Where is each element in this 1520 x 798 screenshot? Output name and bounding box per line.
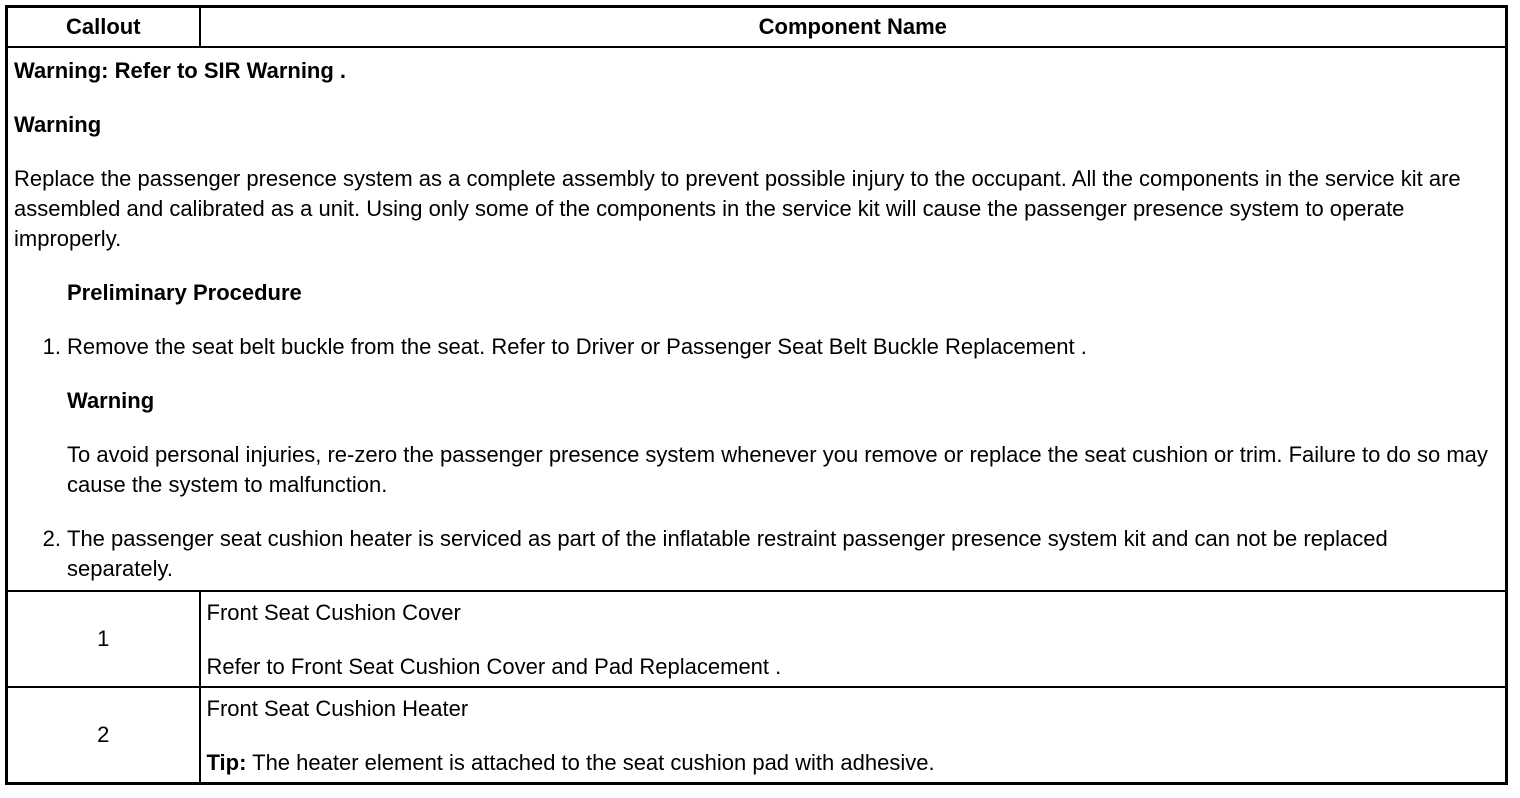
component-table — [5, 5, 1508, 785]
callout-header: Callout — [7, 7, 200, 48]
callout-value: 2 — [7, 687, 200, 784]
component-name-header: Component Name — [200, 7, 1507, 48]
component-name: Front Seat Cushion Heater — [206, 696, 469, 721]
step-warning-title: Warning — [67, 388, 155, 413]
step-number: 2. — [42, 526, 61, 551]
warning-title: Warning — [14, 112, 102, 137]
procedure-step-1 — [14, 332, 1499, 500]
table-row — [7, 591, 1507, 687]
step-warning-text: To avoid personal injuries, re-zero the passenger presence system whenever you remove or replace the seat cushion or trim. Failure to do so may cause the system to malfunction. — [67, 442, 1488, 497]
tip-text: The heater element is attached to the seat cushion pad with adhesive. — [246, 750, 935, 775]
preliminary-procedure-title: Preliminary Procedure — [67, 280, 302, 305]
component-name: Front Seat Cushion Cover — [206, 600, 461, 625]
table-header-row — [7, 7, 1507, 48]
step-text: Remove the seat belt buckle from the seat. Refer to Driver or Passenger Seat Belt Buckle Replacement . — [67, 334, 1087, 359]
component-detail: Refer to Front Seat Cushion Cover and Pad Replacement . — [206, 654, 782, 679]
component-cell — [200, 687, 1507, 784]
tip-label: Tip: — [206, 750, 247, 775]
table-row — [7, 687, 1507, 784]
procedure-step-2 — [14, 524, 1499, 584]
sir-warning: Warning: Refer to SIR Warning . — [14, 58, 347, 83]
warning-text: Replace the passenger presence system as a complete assembly to prevent possible injury to the occupant. All the components in the service kit are assembled and calibrated as a unit. Using only some of the components in the service kit will cause the passenger presence system to operate improperly. — [14, 166, 1461, 251]
step-text: The passenger seat cushion heater is serviced as part of the inflatable restraint passenger presence system kit and can not be replaced separately. — [67, 526, 1388, 581]
step-number: 1. — [42, 334, 61, 359]
callout-value: 1 — [7, 591, 200, 687]
component-tip — [207, 748, 1500, 778]
notes-row — [7, 47, 1507, 591]
notes-cell — [7, 47, 1507, 591]
component-cell — [200, 591, 1507, 687]
